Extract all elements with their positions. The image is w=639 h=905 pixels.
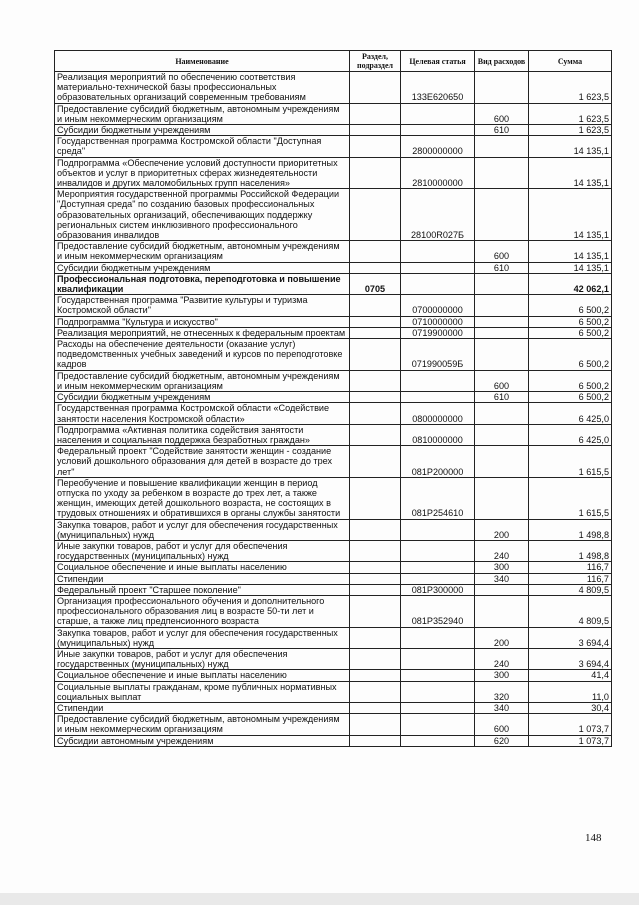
cell-name: Иные закупки товаров, работ и услуг для обеспечения государственных (муниципальных) нужд: [55, 648, 350, 669]
cell-sum: 1 615,5: [529, 446, 612, 478]
cell-expense: 600: [475, 370, 529, 391]
cell-target: [401, 702, 475, 713]
cell-expense: [475, 136, 529, 157]
table-row: [55, 424, 612, 445]
table-row: [55, 562, 612, 573]
cell-expense: 620: [475, 735, 529, 746]
cell-section: [350, 424, 401, 445]
cell-sum: 41,4: [529, 670, 612, 681]
cell-target: 081P254610: [401, 477, 475, 519]
cell-section: [350, 702, 401, 713]
cell-expense: [475, 157, 529, 189]
cell-expense: [475, 403, 529, 424]
cell-target: 133E620650: [401, 72, 475, 104]
header-sum: Сумма: [529, 51, 612, 72]
cell-name: Реализация мероприятий по обеспечению соответствия материально-технической базы профессиональных образовательных организаций современным требованиям: [55, 72, 350, 104]
cell-name: Субсидии бюджетным учреждениям: [55, 125, 350, 136]
cell-name: Иные закупки товаров, работ и услуг для обеспечения государственных (муниципальных) нужд: [55, 540, 350, 561]
cell-sum: 1 073,7: [529, 714, 612, 735]
table-row: [55, 681, 612, 702]
cell-sum: 14 135,1: [529, 262, 612, 273]
cell-expense: 240: [475, 648, 529, 669]
cell-target: [401, 241, 475, 262]
cell-section: [350, 370, 401, 391]
cell-sum: 6 425,0: [529, 403, 612, 424]
cell-section: [350, 681, 401, 702]
table-row: [55, 136, 612, 157]
cell-sum: 6 500,2: [529, 370, 612, 391]
cell-expense: 600: [475, 714, 529, 735]
cell-target: 2810000000: [401, 157, 475, 189]
cell-target: [401, 370, 475, 391]
scan-footer-band: [0, 893, 639, 905]
cell-name: Организация профессионального обучения и дополнительного профессионального образования лиц в возрасте 50-ти лет и старше, а также лиц предпенсионного возраста: [55, 595, 350, 627]
cell-target: [401, 573, 475, 584]
cell-section: [350, 327, 401, 338]
cell-name: Закупка товаров, работ и услуг для обеспечения государственных (муниципальных) нужд: [55, 627, 350, 648]
cell-name: Субсидии автономным учреждениям: [55, 735, 350, 746]
cell-section: [350, 540, 401, 561]
cell-name: Стипендии: [55, 573, 350, 584]
cell-name: Социальное обеспечение и иные выплаты населению: [55, 670, 350, 681]
cell-target: 2800000000: [401, 136, 475, 157]
cell-section: [350, 573, 401, 584]
table-row: [55, 295, 612, 316]
cell-target: [401, 627, 475, 648]
cell-section: [350, 584, 401, 595]
table-row: [55, 339, 612, 371]
table-row: [55, 477, 612, 519]
table-row: [55, 702, 612, 713]
cell-target: [401, 125, 475, 136]
cell-name: Закупка товаров, работ и услуг для обеспечения государственных (муниципальных) нужд: [55, 519, 350, 540]
cell-expense: [475, 72, 529, 104]
cell-expense: [475, 584, 529, 595]
cell-sum: 14 135,1: [529, 189, 612, 241]
cell-expense: [475, 339, 529, 371]
table-row: [55, 648, 612, 669]
cell-name: Государственная программа "Развитие культуры и туризма Костромской области": [55, 295, 350, 316]
cell-name: Государственная программа Костромской области «Содействие занятости населения Костромской области»: [55, 403, 350, 424]
cell-name: Федеральный проект "Старшее поколение": [55, 584, 350, 595]
cell-section: [350, 446, 401, 478]
cell-section: [350, 562, 401, 573]
cell-name: Стипендии: [55, 702, 350, 713]
cell-expense: [475, 189, 529, 241]
cell-expense: 200: [475, 627, 529, 648]
cell-section: 0705: [350, 273, 401, 294]
header-section: Раздел, подраздел: [350, 51, 401, 72]
cell-target: 0719900000: [401, 327, 475, 338]
table-row: [55, 403, 612, 424]
cell-section: [350, 714, 401, 735]
table-body: [55, 72, 612, 747]
cell-sum: 30,4: [529, 702, 612, 713]
cell-expense: 320: [475, 681, 529, 702]
cell-expense: 340: [475, 573, 529, 584]
table-row: [55, 670, 612, 681]
table-row: [55, 157, 612, 189]
cell-section: [350, 477, 401, 519]
cell-name: Расходы на обеспечение деятельности (оказание услуг) подведомственных учебных заведений и курсов по переподготовке кадров: [55, 339, 350, 371]
header-target: Целевая статья: [401, 51, 475, 72]
cell-name: Подпрограмма «Активная политика содействия занятости населения и социальная поддержка безработных граждан»: [55, 424, 350, 445]
table-row: [55, 125, 612, 136]
cell-section: [350, 627, 401, 648]
cell-section: [350, 648, 401, 669]
cell-name: Реализация мероприятий, не отнесенных к федеральным проектам: [55, 327, 350, 338]
budget-table: [54, 50, 612, 747]
cell-expense: 240: [475, 540, 529, 561]
cell-expense: 600: [475, 103, 529, 124]
cell-target: [401, 670, 475, 681]
cell-sum: 1 498,8: [529, 540, 612, 561]
cell-target: 0710000000: [401, 316, 475, 327]
cell-section: [350, 403, 401, 424]
cell-expense: [475, 273, 529, 294]
cell-sum: 1 615,5: [529, 477, 612, 519]
table-row: [55, 316, 612, 327]
cell-target: 0800000000: [401, 403, 475, 424]
cell-section: [350, 735, 401, 746]
cell-name: Мероприятия государственной программы Российской Федерации "Доступная среда" по созданию базовых профессиональных образовательных организаций, обеспечивающих поддержку региональных систем инклюзивного профессионального образования инвалидов: [55, 189, 350, 241]
cell-name: Предоставление субсидий бюджетным, автономным учреждениям и иным некоммерческим организациям: [55, 103, 350, 124]
cell-sum: 6 500,2: [529, 327, 612, 338]
cell-sum: 1 623,5: [529, 125, 612, 136]
table-row: [55, 627, 612, 648]
cell-sum: 14 135,1: [529, 136, 612, 157]
cell-target: [401, 714, 475, 735]
cell-expense: [475, 327, 529, 338]
cell-expense: [475, 316, 529, 327]
cell-sum: 3 694,4: [529, 627, 612, 648]
cell-name: Социальные выплаты гражданам, кроме публичных нормативных социальных выплат: [55, 681, 350, 702]
table-row: [55, 573, 612, 584]
cell-expense: 610: [475, 392, 529, 403]
cell-sum: 1 623,5: [529, 103, 612, 124]
cell-sum: 4 809,5: [529, 595, 612, 627]
cell-target: [401, 562, 475, 573]
table-row: [55, 714, 612, 735]
cell-name: Субсидии бюджетным учреждениям: [55, 262, 350, 273]
cell-target: 28100R027Б: [401, 189, 475, 241]
header-name: Наименование: [55, 51, 350, 72]
cell-name: Предоставление субсидий бюджетным, автономным учреждениям и иным некоммерческим организациям: [55, 241, 350, 262]
cell-sum: 6 425,0: [529, 424, 612, 445]
cell-sum: 116,7: [529, 562, 612, 573]
cell-name: Социальное обеспечение и иные выплаты населению: [55, 562, 350, 573]
cell-target: [401, 262, 475, 273]
table-header-row: [55, 51, 612, 72]
cell-target: [401, 540, 475, 561]
table-row: [55, 273, 612, 294]
cell-expense: 600: [475, 241, 529, 262]
table-row: [55, 370, 612, 391]
cell-name: Государственная программа Костромской области "Доступная среда": [55, 136, 350, 157]
cell-target: 081P300000: [401, 584, 475, 595]
cell-sum: 14 135,1: [529, 157, 612, 189]
cell-expense: 300: [475, 670, 529, 681]
cell-expense: [475, 295, 529, 316]
cell-section: [350, 262, 401, 273]
cell-target: 081P200000: [401, 446, 475, 478]
cell-section: [350, 316, 401, 327]
cell-expense: [475, 446, 529, 478]
cell-section: [350, 136, 401, 157]
cell-section: [350, 295, 401, 316]
cell-expense: [475, 424, 529, 445]
table-row: [55, 735, 612, 746]
table-row: [55, 595, 612, 627]
cell-target: [401, 103, 475, 124]
cell-sum: 6 500,2: [529, 339, 612, 371]
table-row: [55, 446, 612, 478]
cell-target: [401, 681, 475, 702]
table-row: [55, 519, 612, 540]
cell-name: Переобучение и повышение квалификации женщин в период отпуска по уходу за ребенком в возрасте до трех лет, а также женщин, имеющих детей дошкольного возраста, не состоящих в трудовых отношениях и обратившихся в органы службы занятости: [55, 477, 350, 519]
cell-sum: 3 694,4: [529, 648, 612, 669]
cell-sum: 1 073,7: [529, 735, 612, 746]
cell-expense: [475, 477, 529, 519]
cell-sum: 6 500,2: [529, 392, 612, 403]
cell-target: [401, 648, 475, 669]
cell-target: 0810000000: [401, 424, 475, 445]
cell-expense: [475, 595, 529, 627]
cell-section: [350, 103, 401, 124]
page-number: 148: [585, 832, 602, 844]
cell-name: Профессиональная подготовка, переподготовка и повышение квалификации: [55, 273, 350, 294]
cell-section: [350, 189, 401, 241]
cell-sum: 1 623,5: [529, 72, 612, 104]
cell-name: Предоставление субсидий бюджетным, автономным учреждениям и иным некоммерческим организациям: [55, 714, 350, 735]
cell-section: [350, 125, 401, 136]
cell-sum: 6 500,2: [529, 316, 612, 327]
table-row: [55, 327, 612, 338]
table-row: [55, 103, 612, 124]
table-row: [55, 72, 612, 104]
cell-section: [350, 595, 401, 627]
cell-section: [350, 519, 401, 540]
cell-expense: 300: [475, 562, 529, 573]
cell-target: 0700000000: [401, 295, 475, 316]
cell-sum: 116,7: [529, 573, 612, 584]
cell-sum: 14 135,1: [529, 241, 612, 262]
cell-name: Федеральный проект "Содействие занятости женщин - создание условий дошкольного образования для детей в возрасте до трех лет": [55, 446, 350, 478]
table-row: [55, 241, 612, 262]
cell-expense: 610: [475, 125, 529, 136]
cell-expense: 340: [475, 702, 529, 713]
cell-target: 071990059Б: [401, 339, 475, 371]
cell-section: [350, 339, 401, 371]
cell-sum: 4 809,5: [529, 584, 612, 595]
cell-section: [350, 157, 401, 189]
cell-target: 081P352940: [401, 595, 475, 627]
table-row: [55, 189, 612, 241]
table-row: [55, 392, 612, 403]
cell-target: [401, 273, 475, 294]
cell-name: Субсидии бюджетным учреждениям: [55, 392, 350, 403]
cell-name: Подпрограмма "Культура и искусство": [55, 316, 350, 327]
cell-section: [350, 241, 401, 262]
cell-name: Подпрограмма «Обеспечение условий доступности приоритетных объектов и услуг в приоритетных сферах жизнедеятельности инвалидов и других маломобильных групп населения»: [55, 157, 350, 189]
cell-target: [401, 735, 475, 746]
cell-sum: 11,0: [529, 681, 612, 702]
cell-expense: 200: [475, 519, 529, 540]
cell-sum: 1 498,8: [529, 519, 612, 540]
cell-sum: 6 500,2: [529, 295, 612, 316]
cell-section: [350, 392, 401, 403]
header-expense: Вид расходов: [475, 51, 529, 72]
cell-name: Предоставление субсидий бюджетным, автономным учреждениям и иным некоммерческим организациям: [55, 370, 350, 391]
table-row: [55, 262, 612, 273]
cell-target: [401, 519, 475, 540]
cell-sum: 42 062,1: [529, 273, 612, 294]
cell-section: [350, 670, 401, 681]
table-row: [55, 540, 612, 561]
cell-expense: 610: [475, 262, 529, 273]
table-row: [55, 584, 612, 595]
cell-target: [401, 392, 475, 403]
cell-section: [350, 72, 401, 104]
